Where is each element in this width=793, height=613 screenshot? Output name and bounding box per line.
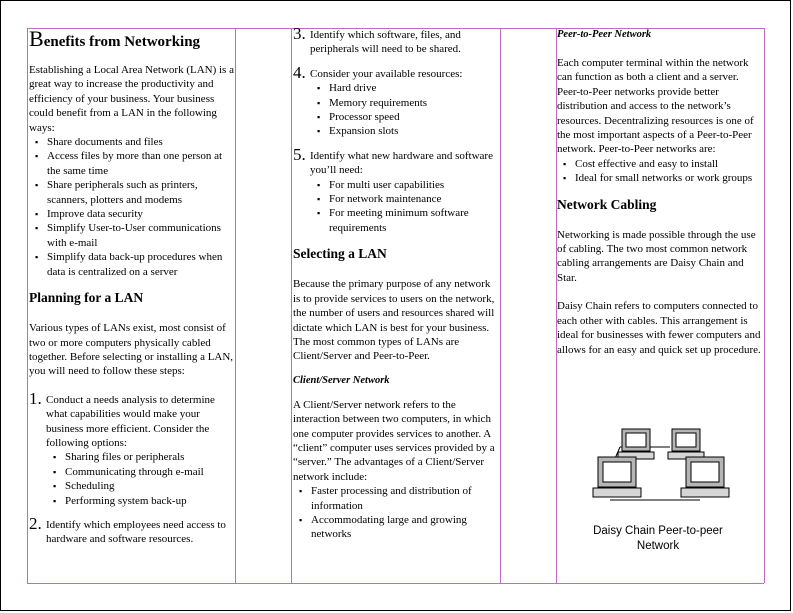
planning-text: Various types of LANs exist, most consist of two or more computers physically cabled together. Before selecting or installing a LAN, you will need to follow these steps: <box>29 322 234 378</box>
list-item: ▪ Cost effective and easy to install <box>557 157 762 171</box>
computer-icon <box>593 457 641 497</box>
step-1-options <box>29 450 235 508</box>
client-server-text: A Client/Server network refers to the interaction between two computers, in which one computer provides services to another. A “client” computer uses services provided by a “server.” The advantages of a Client/Server network include: <box>293 398 495 483</box>
list-item: ▪ Communicating through e-mail <box>53 465 235 479</box>
step-3: 3. Identify which software, files, and peripherals will need to be shared. <box>293 24 461 56</box>
step-5: 5. Identify what new hardware and software you’ll need: <box>293 144 493 177</box>
list-item: ▪ Accommodating large and growing networks <box>293 513 498 542</box>
step-1: 1. Conduct a needs analysis to determine what capabilities would make your business more efficient. Consider the following options: <box>29 388 215 449</box>
peer-to-peer-text: Each computer terminal within the network can function as both a client and a server. Peer-to-Peer networks provide better distribution and access to the network’s resources. Decentralizing resources is one of the most important aspects of a Peer-to-Peer network. Peer-to-Peer networks are: <box>557 57 754 156</box>
benefits-heading: Benefits from Networking <box>29 26 201 51</box>
computer-icon <box>668 429 704 459</box>
network-cabling-text: Networking is made possible through the use of cabling. The two most common network cabling arrangements are Daisy Chain and Star. <box>557 228 756 284</box>
planning-heading: Planning for a LAN <box>29 290 144 306</box>
step-4: 4. Consider your available resources: <box>293 62 463 82</box>
list-item: ▪ Scheduling <box>53 479 235 493</box>
step-5-items <box>293 178 498 236</box>
list-item: ▪ For network maintenance <box>317 192 498 206</box>
selecting-heading: Selecting a LAN <box>293 246 387 262</box>
column-guide-2l <box>291 28 292 583</box>
list-item: ▪ Share documents and files <box>29 135 235 149</box>
margin-guide-bottom <box>27 583 764 584</box>
list-item: ▪ Improve data security <box>29 207 235 221</box>
list-item: ▪ Memory requirements <box>317 96 498 110</box>
list-item: ▪ Sharing files or peripherals <box>53 450 235 464</box>
peer-to-peer-list <box>557 157 762 186</box>
list-item: ▪ For meeting minimum software requirements <box>317 206 498 235</box>
margin-guide-left <box>27 28 28 583</box>
list-item: ▪ Expansion slots <box>317 124 498 138</box>
column-3 <box>557 28 762 357</box>
column-2 <box>293 24 498 542</box>
client-server-list <box>293 484 498 542</box>
computer-icon <box>618 429 654 459</box>
list-item: ▪ Processor speed <box>317 110 498 124</box>
step-2: 2. Identify which employees need access to hardware and software resources. <box>29 513 226 546</box>
list-item: ▪ Share peripherals such as printers, scanners, plotters and modems <box>29 178 235 207</box>
column-guide-2r <box>500 28 501 583</box>
peer-to-peer-heading: Peer-to-Peer Network <box>557 29 652 40</box>
step-4-items <box>293 81 498 139</box>
network-cabling-heading: Network Cabling <box>557 196 657 212</box>
list-item: ▪ Ideal for small networks or work groups <box>557 171 762 185</box>
margin-guide-right <box>764 28 765 583</box>
daisy-chain-text: Daisy Chain refers to computers connected to each other with cables. This arrangement is ideal for businesses with fewer computers and allows for an easy and quick set up procedure. <box>557 300 761 356</box>
list-item: ▪ For multi user capabilities <box>317 178 498 192</box>
illustration-caption: Daisy Chain Peer-to-peer Network <box>593 525 723 552</box>
list-item: ▪ Simplify User-to-User communications with e-mail <box>29 221 235 250</box>
benefits-list <box>29 135 235 279</box>
list-item: ▪ Hard drive <box>317 81 498 95</box>
selecting-text: Because the primary purpose of any network is to provide services to users on the network, the number of users and resources shared will dictate which LAN is best for your business. The most common types of LANs are Client/Server and Peer-to-Peer. <box>293 278 495 363</box>
daisy-chain-illustration <box>590 425 740 520</box>
column-1 <box>29 28 235 547</box>
computer-icon <box>681 457 729 497</box>
list-item: ▪ Faster processing and distribution of information <box>293 484 498 513</box>
list-item: ▪ Performing system back-up <box>53 494 235 508</box>
benefits-intro: Establishing a Local Area Network (LAN) is a great way to increase the productivity and efficiency of your business. Your business could benefit from a LAN in the following ways: <box>29 64 234 134</box>
column-guide-1r <box>235 28 236 583</box>
client-server-heading: Client/Server Network <box>293 374 390 386</box>
list-item: ▪ Simplify data back-up procedures when data is centralized on a server <box>29 250 235 279</box>
list-item: ▪ Access files by more than one person at the same time <box>29 149 235 178</box>
